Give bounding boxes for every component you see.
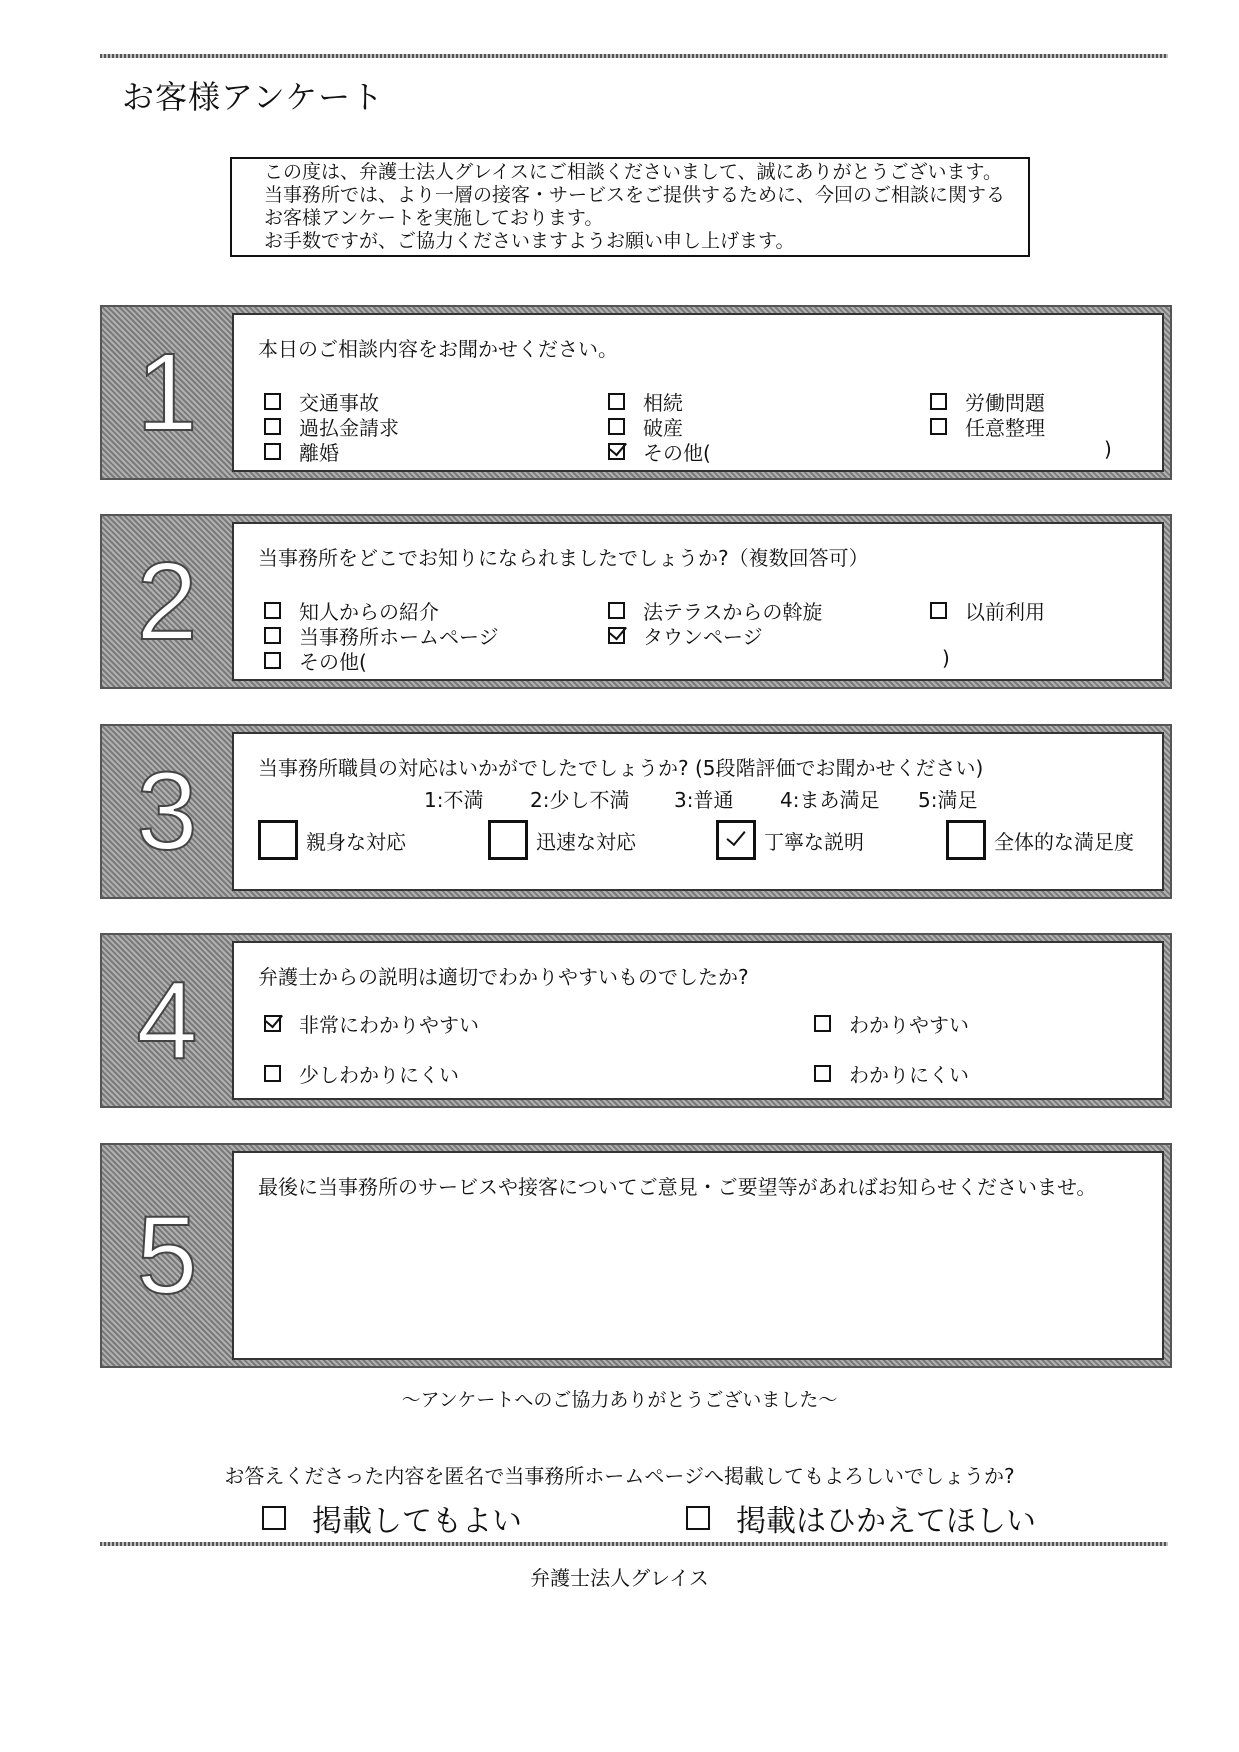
question-text: 当事務所をどこでお知りになられましたでしょうか?（複数回答可） xyxy=(258,546,869,570)
rating-friendly[interactable] xyxy=(258,820,406,860)
section-body xyxy=(232,313,1164,472)
checkbox-icon[interactable] xyxy=(930,602,947,619)
option-label: 非常にわかりやすい xyxy=(299,1013,479,1037)
comment-area[interactable] xyxy=(232,1151,1164,1360)
option-label: 相続 xyxy=(643,391,683,415)
option-label: 交通事故 xyxy=(299,391,379,415)
option-very-clear[interactable] xyxy=(264,1009,479,1038)
org-name: 弁護士法人グレイス xyxy=(530,1566,709,1590)
section-body xyxy=(232,522,1164,681)
top-rule xyxy=(100,54,1168,58)
checkbox-icon[interactable] xyxy=(264,627,281,644)
consent-allow[interactable] xyxy=(262,1496,522,1540)
option-label: わかりにくい xyxy=(849,1063,969,1087)
checkbox-icon[interactable] xyxy=(814,1065,831,1082)
checkbox-icon[interactable] xyxy=(608,602,625,619)
option-divorce[interactable] xyxy=(264,437,339,466)
intro-line: お客様アンケートを実施しております。 xyxy=(264,207,604,229)
section-body xyxy=(232,941,1164,1100)
option-label: 以前利用 xyxy=(965,600,1045,624)
checkbox-icon[interactable] xyxy=(686,1506,710,1530)
consent-label: 掲載はひかえてほしい xyxy=(736,1504,1036,1539)
question-text: 本日のご相談内容をお聞かせください。 xyxy=(258,337,618,361)
close-paren: ) xyxy=(942,646,950,670)
option-unclear[interactable] xyxy=(814,1059,969,1088)
rating-label: 丁寧な説明 xyxy=(764,829,864,854)
question-text: 最後に当事務所のサービスや接客についてご意見・ご要望等があればお知らせくださいませ。 xyxy=(258,1175,1097,1199)
checkbox-checked-icon[interactable] xyxy=(264,1015,281,1032)
checkbox-icon[interactable] xyxy=(264,393,281,410)
option-label: わかりやすい xyxy=(849,1013,969,1037)
scale-label: 1:不満 xyxy=(424,788,484,812)
intro-line: この度は、弁護士法人グレイスにご相談くださいまして、誠にありがとうございます。 xyxy=(264,161,1002,183)
option-label: 労働問題 xyxy=(965,391,1045,415)
checkbox-icon[interactable] xyxy=(264,652,281,669)
rating-label: 全体的な満足度 xyxy=(994,829,1134,854)
option-other[interactable] xyxy=(264,646,367,675)
rating-overall[interactable] xyxy=(946,820,1134,860)
rating-box[interactable] xyxy=(488,820,528,860)
option-label: 離婚 xyxy=(299,441,339,465)
question-text: 弁護士からの説明は適切でわかりやすいものでしたか? xyxy=(258,965,749,989)
option-somewhat-unclear[interactable] xyxy=(264,1059,459,1088)
option-other[interactable] xyxy=(608,437,711,466)
rating-box[interactable] xyxy=(258,820,298,860)
option-label: 任意整理 xyxy=(965,416,1045,440)
scale-label: 3:普通 xyxy=(674,788,734,812)
section-number: 2 xyxy=(136,540,198,663)
checkbox-icon[interactable] xyxy=(930,393,947,410)
checkbox-icon[interactable] xyxy=(608,418,625,435)
intro-line: お手数ですが、ご協力くださいますようお願い申し上げます。 xyxy=(264,230,795,252)
checkbox-icon[interactable] xyxy=(264,443,281,460)
rating-explanation[interactable] xyxy=(716,820,864,860)
option-label: その他( xyxy=(299,650,367,674)
option-label: 破産 xyxy=(643,416,683,440)
close-paren: ) xyxy=(1104,437,1112,461)
intro-line: 当事務所では、より一層の接客・サービスをご提供するために、今回のご相談に関する xyxy=(264,184,1006,206)
section-number: 1 xyxy=(136,331,198,454)
checkbox-icon[interactable] xyxy=(264,602,281,619)
thanks-message: ～アンケートへのご協力ありがとうございました～ xyxy=(401,1389,838,1411)
section-5 xyxy=(100,1143,1172,1368)
checkbox-icon[interactable] xyxy=(264,418,281,435)
section-1 xyxy=(100,305,1172,480)
consent-decline[interactable] xyxy=(686,1496,1036,1540)
question-text: 当事務所職員の対応はいかがでしたでしょうか? (5段階評価でお聞かせください) xyxy=(258,756,984,780)
checkbox-icon[interactable] xyxy=(608,393,625,410)
checkbox-checked-icon[interactable] xyxy=(608,627,625,644)
section-body xyxy=(232,732,1164,891)
section-3 xyxy=(100,724,1172,899)
checkbox-checked-icon[interactable] xyxy=(608,443,625,460)
section-4 xyxy=(100,933,1172,1108)
section-number: 3 xyxy=(136,750,198,873)
option-label: その他( xyxy=(643,441,711,465)
checkbox-icon[interactable] xyxy=(814,1015,831,1032)
scale-label: 5:満足 xyxy=(918,788,978,812)
consent-question: お答えくださった内容を匿名で当事務所ホームページへ掲載してもよろしいでしょうか? xyxy=(224,1464,1015,1488)
section-number: 5 xyxy=(136,1194,198,1317)
option-label: 当事務所ホームページ xyxy=(299,625,499,649)
option-previous-use[interactable] xyxy=(930,596,1045,625)
page-title: お客様アンケート xyxy=(122,78,385,116)
option-label: 過払金請求 xyxy=(299,416,399,440)
checkbox-icon[interactable] xyxy=(930,418,947,435)
bottom-rule xyxy=(100,1542,1168,1546)
checkbox-icon[interactable] xyxy=(264,1065,281,1082)
rating-speed[interactable] xyxy=(488,820,636,860)
option-label: 知人からの紹介 xyxy=(299,600,439,624)
rating-label: 親身な対応 xyxy=(306,829,406,854)
option-label: 少しわかりにくい xyxy=(299,1063,459,1087)
rating-box-checked[interactable] xyxy=(716,820,756,860)
option-label: 法テラスからの斡旋 xyxy=(643,600,823,624)
rating-box[interactable] xyxy=(946,820,986,860)
option-townpage[interactable] xyxy=(608,621,763,650)
section-number: 4 xyxy=(136,959,198,1082)
section-2 xyxy=(100,514,1172,689)
option-clear[interactable] xyxy=(814,1009,969,1038)
intro-box xyxy=(230,157,1030,257)
rating-label: 迅速な対応 xyxy=(536,829,636,854)
option-label: タウンページ xyxy=(643,625,763,649)
scale-label: 4:まあ満足 xyxy=(780,788,880,812)
consent-label: 掲載してもよい xyxy=(312,1504,522,1539)
checkbox-icon[interactable] xyxy=(262,1506,286,1530)
scale-label: 2:少し不満 xyxy=(530,788,630,812)
option-debt-arrangement[interactable] xyxy=(930,412,1045,441)
